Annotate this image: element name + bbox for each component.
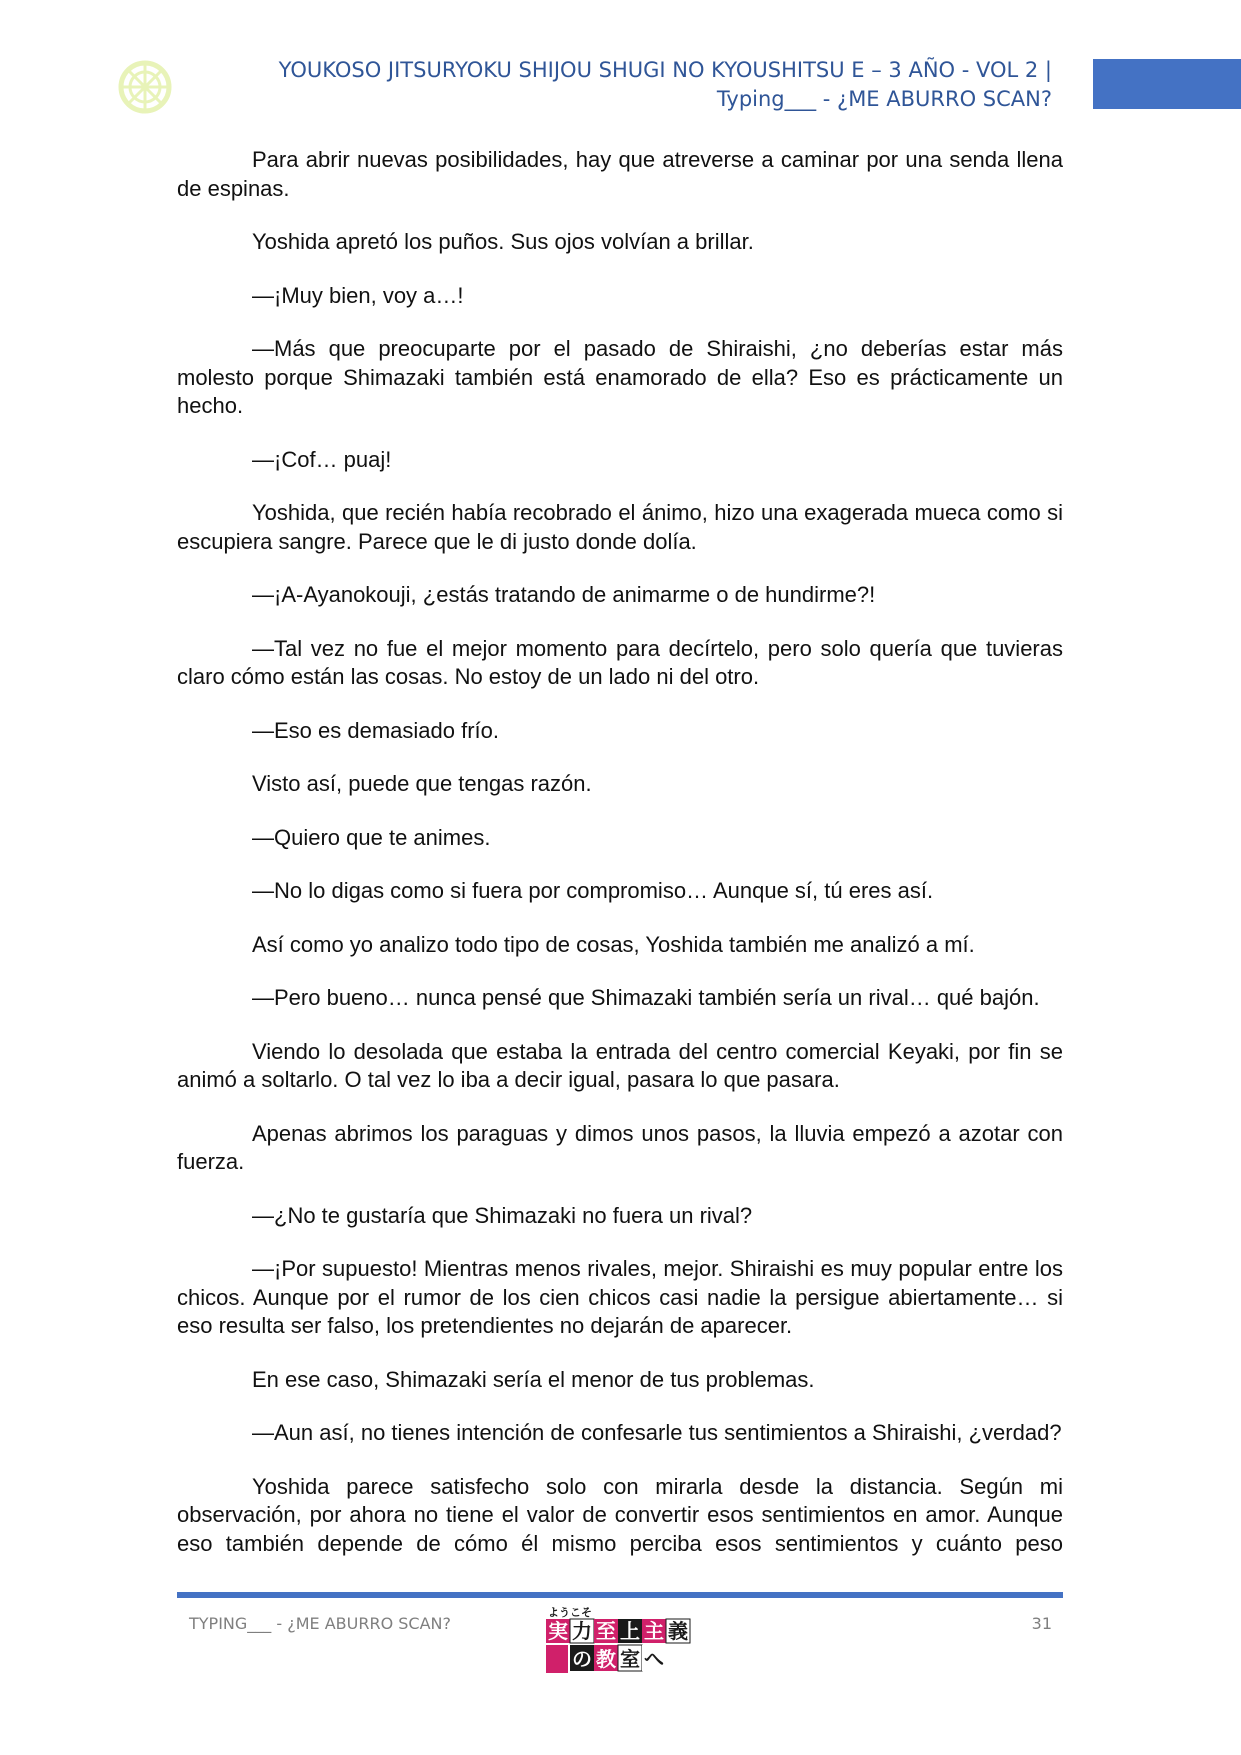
svg-text:ようこそ: ようこそ [548,1606,592,1619]
paragraph: Yoshida, que recién había recobrado el ánimo, hizo una exagerada mueca como si escupiera sangre. Parece que le di justo donde dolía. [177,500,1063,554]
paragraph: —¡Muy bien, voy a…! [252,282,464,308]
paragraph: —¿No te gustaría que Shimazaki no fuera un rival? [252,1202,753,1228]
logo-char: 上 [620,1619,640,1643]
logo-char: 主 [644,1619,664,1643]
paragraph: Apenas abrimos los paraguas y dimos unos pasos, la lluvia empezó a azotar con fuerza. [177,1120,1063,1174]
paragraph: —¡A-Ayanokouji, ¿estás tratando de animarme o de hundirme?! [252,582,876,607]
header-accent-bar [1093,59,1241,109]
paragraph: —Pero bueno… nunca pensé que Shimazaki también sería un rival… qué bajón. [252,985,1040,1010]
logo-char: の [572,1647,592,1671]
footer-left-text: TYPING___ - ¿ME ABURRO SCAN? [189,1614,451,1633]
page-number: 31 [1031,1614,1052,1633]
page-body [177,146,1063,1558]
paragraph: Para abrir nuevas posibilidades, hay que atreverse a caminar por una senda llena de espinas. [177,147,1063,201]
paragraph: —Eso es demasiado frío. [252,717,500,743]
logo-char: 教 [596,1647,616,1671]
logo-char: 義 [668,1619,688,1643]
header-title: YOUKOSO JITSURYOKU SHIJOU SHUGI NO KYOUSHITSU E – 3 AÑO - VOL 2 | Typing___ - ¿ME ABURRO SCAN? [278,58,1052,111]
circular-emblem-icon [118,60,172,114]
paragraph: Así como yo analizo todo tipo de cosas, Yoshida también me analizó a mí. [252,931,975,957]
footer-rule [177,1592,1063,1598]
logo-char: 室 [620,1647,640,1671]
paragraph: —Tal vez no fue el mejor momento para decírtelo, pero solo quería que tuvieras claro cómo están las cosas. No estoy de un lado ni del otro. [177,635,1063,689]
paragraph: Visto así, puede que tengas razón. [252,771,592,796]
paragraph: Yoshida apretó los puños. Sus ojos volvían a brillar. [252,229,754,254]
paragraph: —¡Por supuesto! Mientras menos rivales, mejor. Shiraishi es muy popular entre los chicos. Aunque por el rumor de los cien chicos casi nadie la persigue abiertamente… si eso resulta ser falso, los pretendientes no dejarán de aparecer. [177,1256,1063,1338]
logo-char: 力 [572,1619,592,1643]
logo-char: 至 [596,1619,616,1643]
paragraph: —¡Cof… puaj! [252,446,392,472]
paragraph: —No lo digas como si fuera por compromiso… Aunque sí, tú eres así. [252,878,934,903]
paragraph: —Quiero que te animes. [252,824,491,850]
logo-char: 実 [548,1619,568,1643]
paragraph: —Más que preocuparte por el pasado de Shiraishi, ¿no deberías estar más molesto porque Shimazaki también está enamorado de ella? Eso es prácticamente un hecho. [177,336,1063,418]
paragraph: Viendo lo desolada que estaba la entrada del centro comercial Keyaki, por fin se animó a soltarlo. O tal vez lo iba a decir igual, pasara lo que pasara. [177,1038,1063,1092]
logo-char: へ [644,1647,664,1671]
paragraph: —Aun así, no tienes intención de confesarle tus sentimientos a Shiraishi, ¿verdad? [252,1420,1062,1445]
paragraph: En ese caso, Shimazaki sería el menor de tus problemas. [252,1366,815,1392]
series-logo [546,1604,694,1676]
paragraph: Yoshida parece satisfecho solo con mirarla desde la distancia. Según mi observación, por ahora no tiene el valor de convertir esos sentimientos en amor. Aunque eso también depende de cómo él mismo perciba esos sentimientos y cuánto peso [177,1473,1063,1556]
